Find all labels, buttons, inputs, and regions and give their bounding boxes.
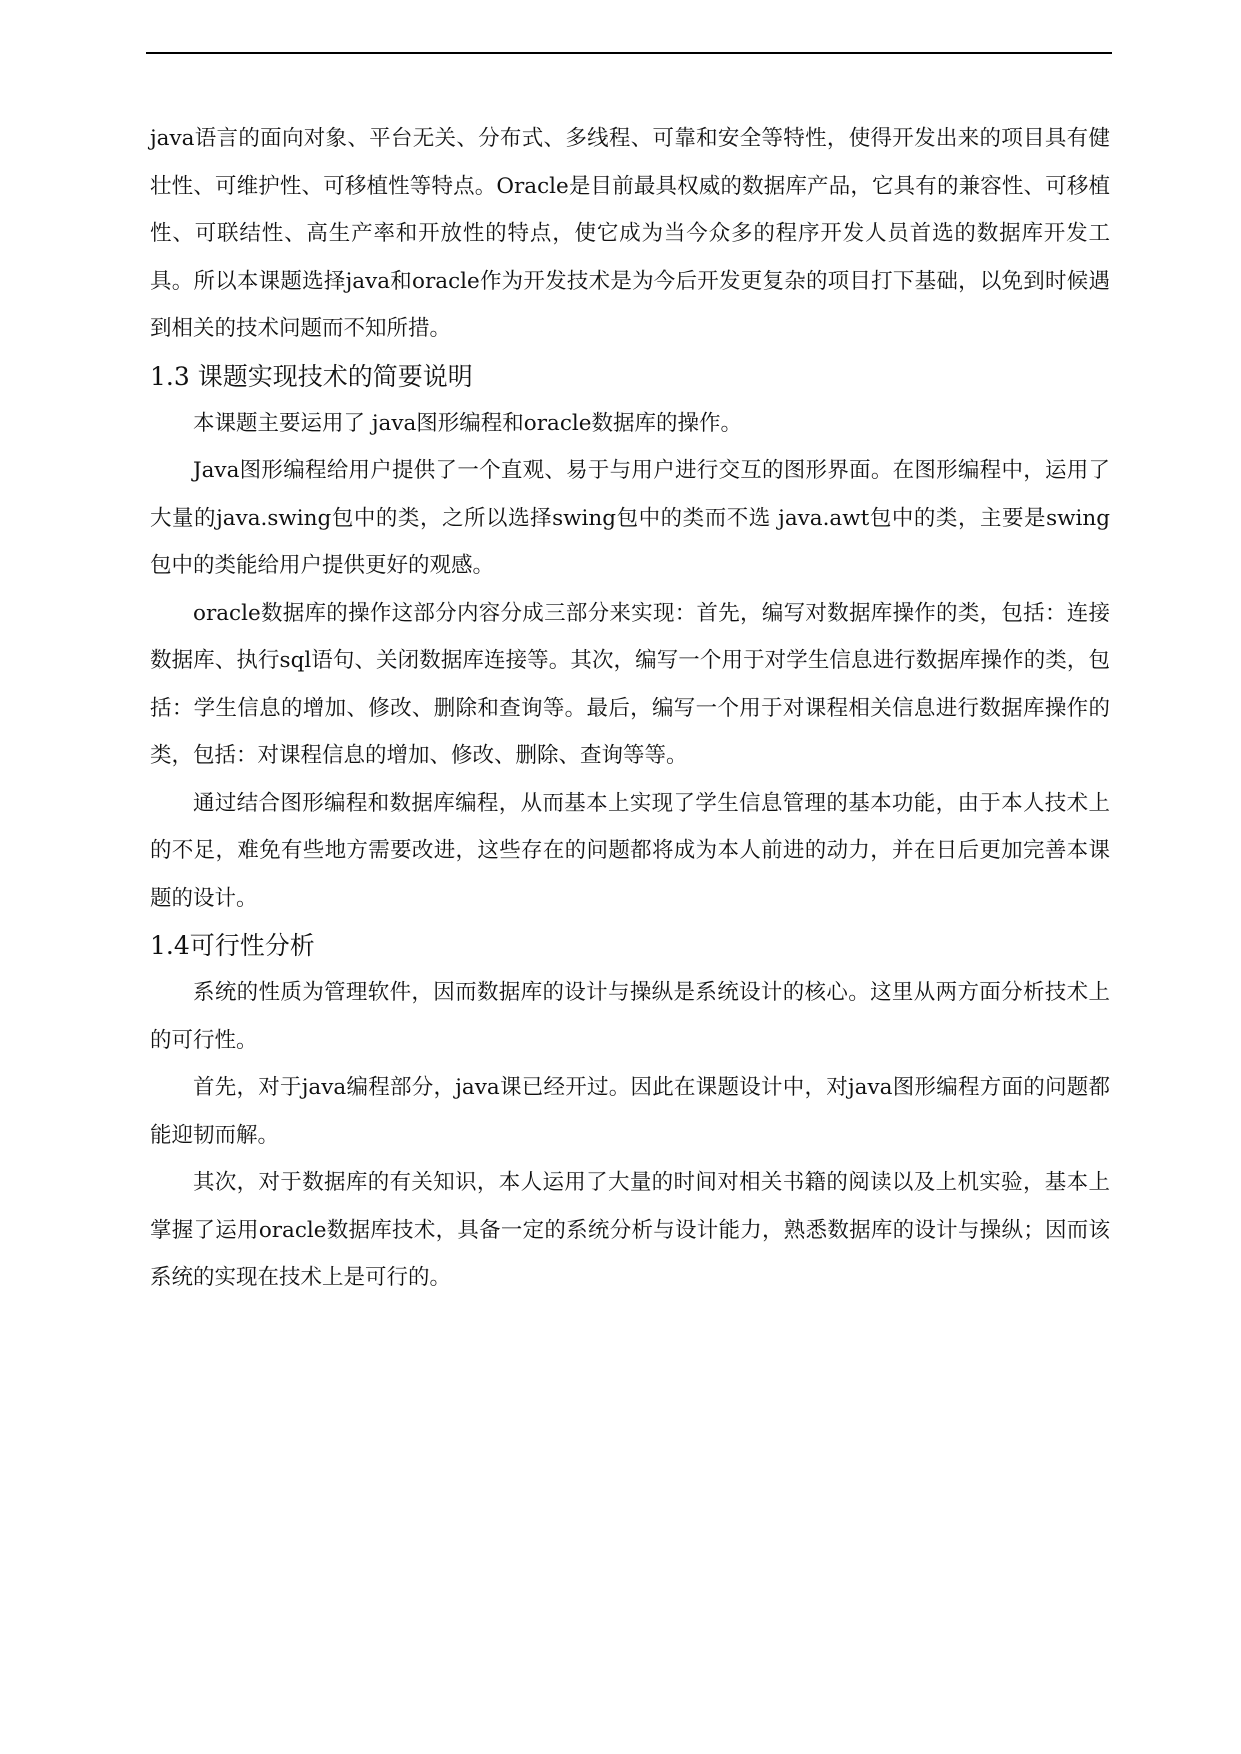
intro-paragraph: java语言的面向对象、平台无关、分布式、多线程、可靠和安全等特性，使得开发出来的项目具有健壮性、可维护性、可移植性等特点。Oracle是目前最具权威的数据库产品，它具有的兼容性、可移植性、可联结性、高生产率和开放性的特点，使它成为当今众多的程序开发人员首选的数据库开发工具。所以本课题选择java和oracle作为开发技术是为今后开发更复杂的项目打下基础，以免到时候遇到相关的技术问题而不知所措。 (150, 126, 1110, 341)
body-paragraph: 本课题主要运用了 java图形编程和oracle数据库的操作。 (193, 410, 742, 436)
body-paragraph: oracle数据库的操作这部分内容分成三部分来实现：首先，编写对数据库操作的类，包括：连接数据库、执行sql语句、关闭数据库连接等。其次，编写一个用于对学生信息进行数据库操作的类，包括：学生信息的增加、修改、删除和查询等。最后，编写一个用于对课程相关信息进行数据库操作的类，包括：对课程信息的增加、修改、删除、查询等等。 (150, 600, 1110, 768)
section-number: 1.3 (150, 361, 190, 391)
body-paragraph: Java图形编程给用户提供了一个直观、易于与用户进行交互的图形界面。在图形编程中，运用了大量的java.swing包中的类，之所以选择swing包中的类而不选 java.awt包中的类，主要是swing包中的类能给用户提供更好的观感。 (150, 458, 1110, 578)
body-paragraph: 系统的性质为管理软件，因而数据库的设计与操纵是系统设计的核心。这里从两方面分析技术上的可行性。 (150, 980, 1110, 1053)
body-paragraph: 其次，对于数据库的有关知识，本人运用了大量的时间对相关书籍的阅读以及上机实验，基本上掌握了运用oracle数据库技术，具备一定的系统分析与设计能力，熟悉数据库的设计与操纵；因而该系统的实现在技术上是可行的。 (150, 1170, 1110, 1290)
body-paragraph: 通过结合图形编程和数据库编程，从而基本上实现了学生信息管理的基本功能，由于本人技术上的不足，难免有些地方需要改进，这些存在的问题都将成为本人前进的动力，并在日后更加完善本课题的设计。 (150, 790, 1110, 911)
section-heading-1-4 (150, 922, 1110, 969)
header-rule (146, 52, 1112, 54)
page-body (150, 115, 1110, 1302)
section-title: 课题实现技术的简要说明 (197, 361, 473, 391)
section-number: 1.4 (150, 931, 190, 960)
section-heading-1-3 (150, 353, 1110, 400)
section-title: 可行性分析 (189, 931, 315, 960)
body-paragraph: 首先，对于java编程部分，java课已经开过。因此在课题设计中，对java图形编程方面的问题都能迎韧而解。 (150, 1075, 1110, 1148)
